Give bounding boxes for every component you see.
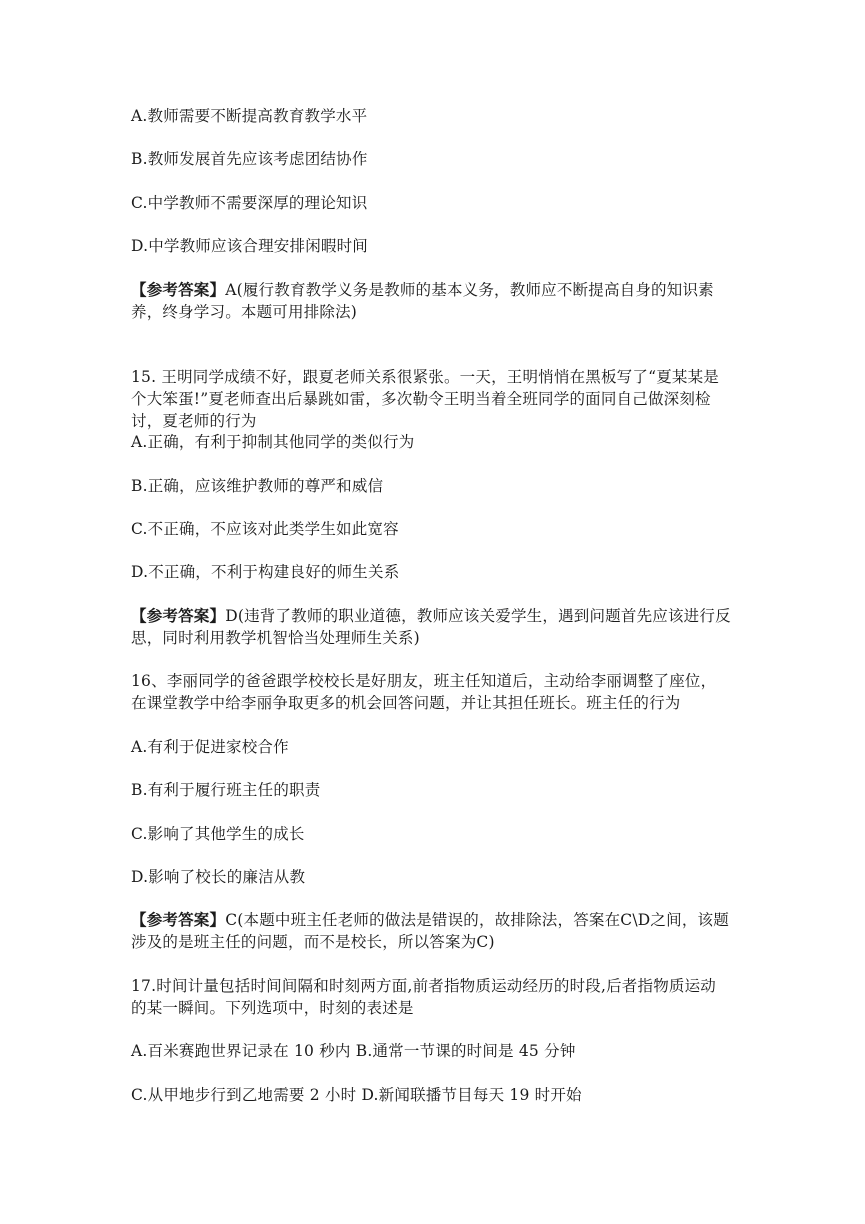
q15-option-d: D.不正确，不利于构建良好的师生关系 — [131, 563, 400, 581]
answer-text: C(本题中班主任老师的做法是错误的，故排除法，答案在C\D之间，该题涉及的是班主任的问题，而不是校长，所以答案为C) — [131, 911, 729, 951]
q17-options-cd: C.从甲地步行到乙地需要 2 小时 D.新闻联播节目每天 19 时开始 — [131, 1086, 582, 1104]
q14-option-d: D.中学教师应该合理安排闲暇时间 — [131, 237, 369, 255]
q17-question: 17.时间计量包括时间间隔和时刻两方面,前者指物质运动经历的时段,后者指物质运动的某一瞬间。下列选项中，时刻的表述是 — [131, 977, 717, 1017]
answer-label: 【参考答案】 — [131, 280, 226, 299]
q14-option-a: A.教师需要不断提高教育教学水平 — [131, 107, 368, 125]
q15-answer — [131, 605, 731, 649]
q15-option-a: A.正确，有利于抑制其他同学的类似行为 — [131, 433, 415, 451]
q15-option-c: C.不正确，不应该对此类学生如此宽容 — [131, 520, 399, 538]
q14-answer — [131, 279, 731, 323]
q16-answer — [131, 909, 731, 953]
answer-text: D(违背了教师的职业道德，教师应该关爱学生，遇到问题首先应该进行反思，同时利用教学机智恰当处理师生关系) — [131, 607, 731, 647]
q17-options-ab: A.百米赛跑世界记录在 10 秒内 B.通常一节课的时间是 45 分钟 — [131, 1042, 576, 1060]
q15-option-b: B.正确，应该维护教师的尊严和威信 — [131, 477, 384, 495]
answer-label: 【参考答案】 — [131, 606, 226, 625]
answer-text: A(履行教育教学义务是教师的基本义务，教师应不断提高自身的知识素养，终身学习。本题可用排除法) — [131, 281, 714, 321]
q16-option-b: B.有利于履行班主任的职责 — [131, 781, 321, 799]
q16-option-a: A.有利于促进家校合作 — [131, 738, 289, 756]
q14-option-b: B.教师发展首先应该考虑团结协作 — [131, 150, 368, 168]
q14-option-c: C.中学教师不需要深厚的理论知识 — [131, 194, 368, 212]
q16-option-d: D.影响了校长的廉洁从教 — [131, 868, 306, 886]
q15-question: 15. 王明同学成绩不好，跟夏老师关系很紧张。一天，王明悄悄在黑板写了“夏某某是个大笨蛋!”夏老师查出后暴跳如雷，多次勒令王明当着全班同学的面同自己做深刻检讨，夏老师的行为 — [131, 368, 720, 430]
answer-label: 【参考答案】 — [131, 910, 226, 929]
q16-option-c: C.影响了其他学生的成长 — [131, 825, 305, 843]
q16-question: 16、李丽同学的爸爸跟学校校长是好朋友，班主任知道后，主动给李丽调整了座位，在课堂教学中给李丽争取更多的机会回答问题，并让其担任班长。班主任的行为 — [131, 672, 717, 712]
